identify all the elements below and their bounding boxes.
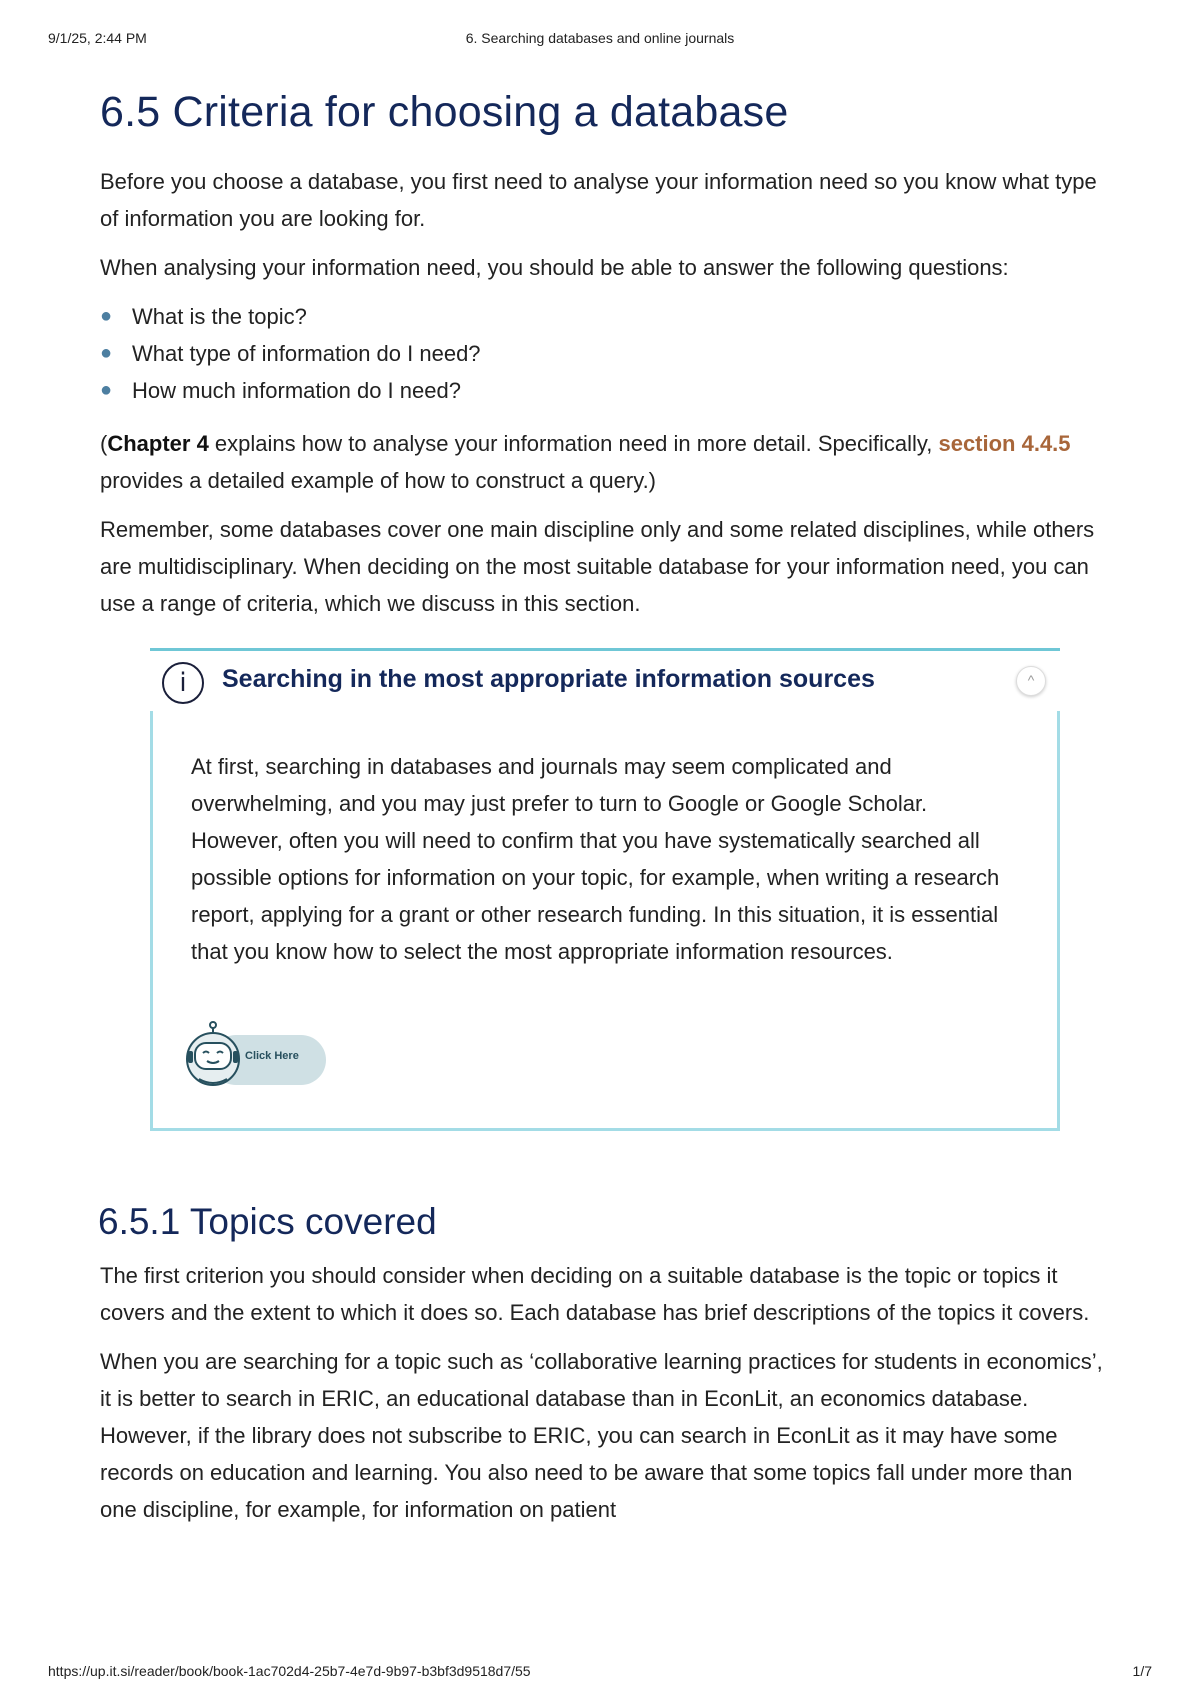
subsection-title: 6.5.1 Topics covered (98, 1201, 437, 1242)
intro-paragraph: Before you choose a database, you first need to analyse your information need so you know what type of information you are looking for. (100, 169, 1097, 231)
remember-paragraph: Remember, some databases cover one main discipline only and some related disciplines, while others are multidisciplinary. When deciding on the most suitable database for your information need, you can use a range of criteria, which we discuss in this section. (100, 517, 1095, 616)
topics-paragraph-1: The first criterion you should consider when deciding on a suitable database is the topic or topics it covers and the extent to which it does so. Each database has brief descriptions of the topics it covers. (100, 1263, 1090, 1325)
bullet-icon: ● (100, 342, 113, 364)
bullet-icon: ● (100, 379, 113, 401)
section-title: 6.5 Criteria for choosing a database (100, 88, 789, 136)
info-icon: i (162, 662, 204, 704)
topics-paragraph-2: When you are searching for a topic such as ‘collaborative learning practices for students in economics’, it is better to search in ERIC, an educational database than in EconLit, an economics database. However, if the library does not subscribe to ERIC, you can search in EconLit as it may have some records on education and learning. You also need to be aware that some topics fall under more than one discipline, for example, for information on patient (100, 1349, 1103, 1522)
questions-lead: When analysing your information need, you should be able to answer the following questions: (100, 255, 1009, 280)
print-url: https://up.it.si/reader/book/book-1ac702d4-25b7-4e7d-9b97-b3bf3d9518d7/55 (48, 1663, 531, 1679)
print-doc-title: 6. Searching databases and online journals (465, 30, 735, 46)
chapter-4-ref: Chapter 4 (107, 431, 209, 456)
questions-list (100, 298, 1110, 409)
print-datetime: 9/1/25, 2:44 PM (48, 30, 147, 46)
chapter-reference: (Chapter 4 explains how to analyse your information need in more detail. Specifically, section 4.4.5 provides a detailed example of how to construct a query.) (100, 431, 1071, 493)
callout-body (191, 748, 1021, 970)
callout-title: Searching in the most appropriate information sources (222, 665, 875, 693)
click-here-label: Click Here (245, 1050, 299, 1062)
main-content (100, 88, 1110, 1540)
robot-icon (183, 1021, 243, 1087)
callout-header[interactable] (150, 648, 1060, 711)
collapse-button[interactable]: ^ (1016, 666, 1046, 696)
page-number: 1/7 (1132, 1663, 1152, 1679)
list-item: ● What is the topic? (100, 298, 1110, 335)
list-item: ● How much information do I need? (100, 372, 1110, 409)
callout-text: At first, searching in databases and journals may seem complicated and overwhelming, and you may just prefer to turn to Google or Google Scholar. However, often you will need to confirm that you have systematically searched all possible options for information on your topic, for example, when writing a research report, applying for a grant or other research funding. In this situation, it is essential that you know how to select the most appropriate information resources. (191, 754, 1000, 964)
list-item: ● What type of information do I need? (100, 335, 1110, 372)
section-4-4-5-link[interactable]: section 4.4.5 (938, 431, 1071, 456)
info-callout (150, 648, 1060, 1131)
bullet-icon: ● (100, 305, 113, 327)
click-here-button[interactable] (183, 1021, 329, 1087)
print-footer (48, 1663, 1152, 1679)
